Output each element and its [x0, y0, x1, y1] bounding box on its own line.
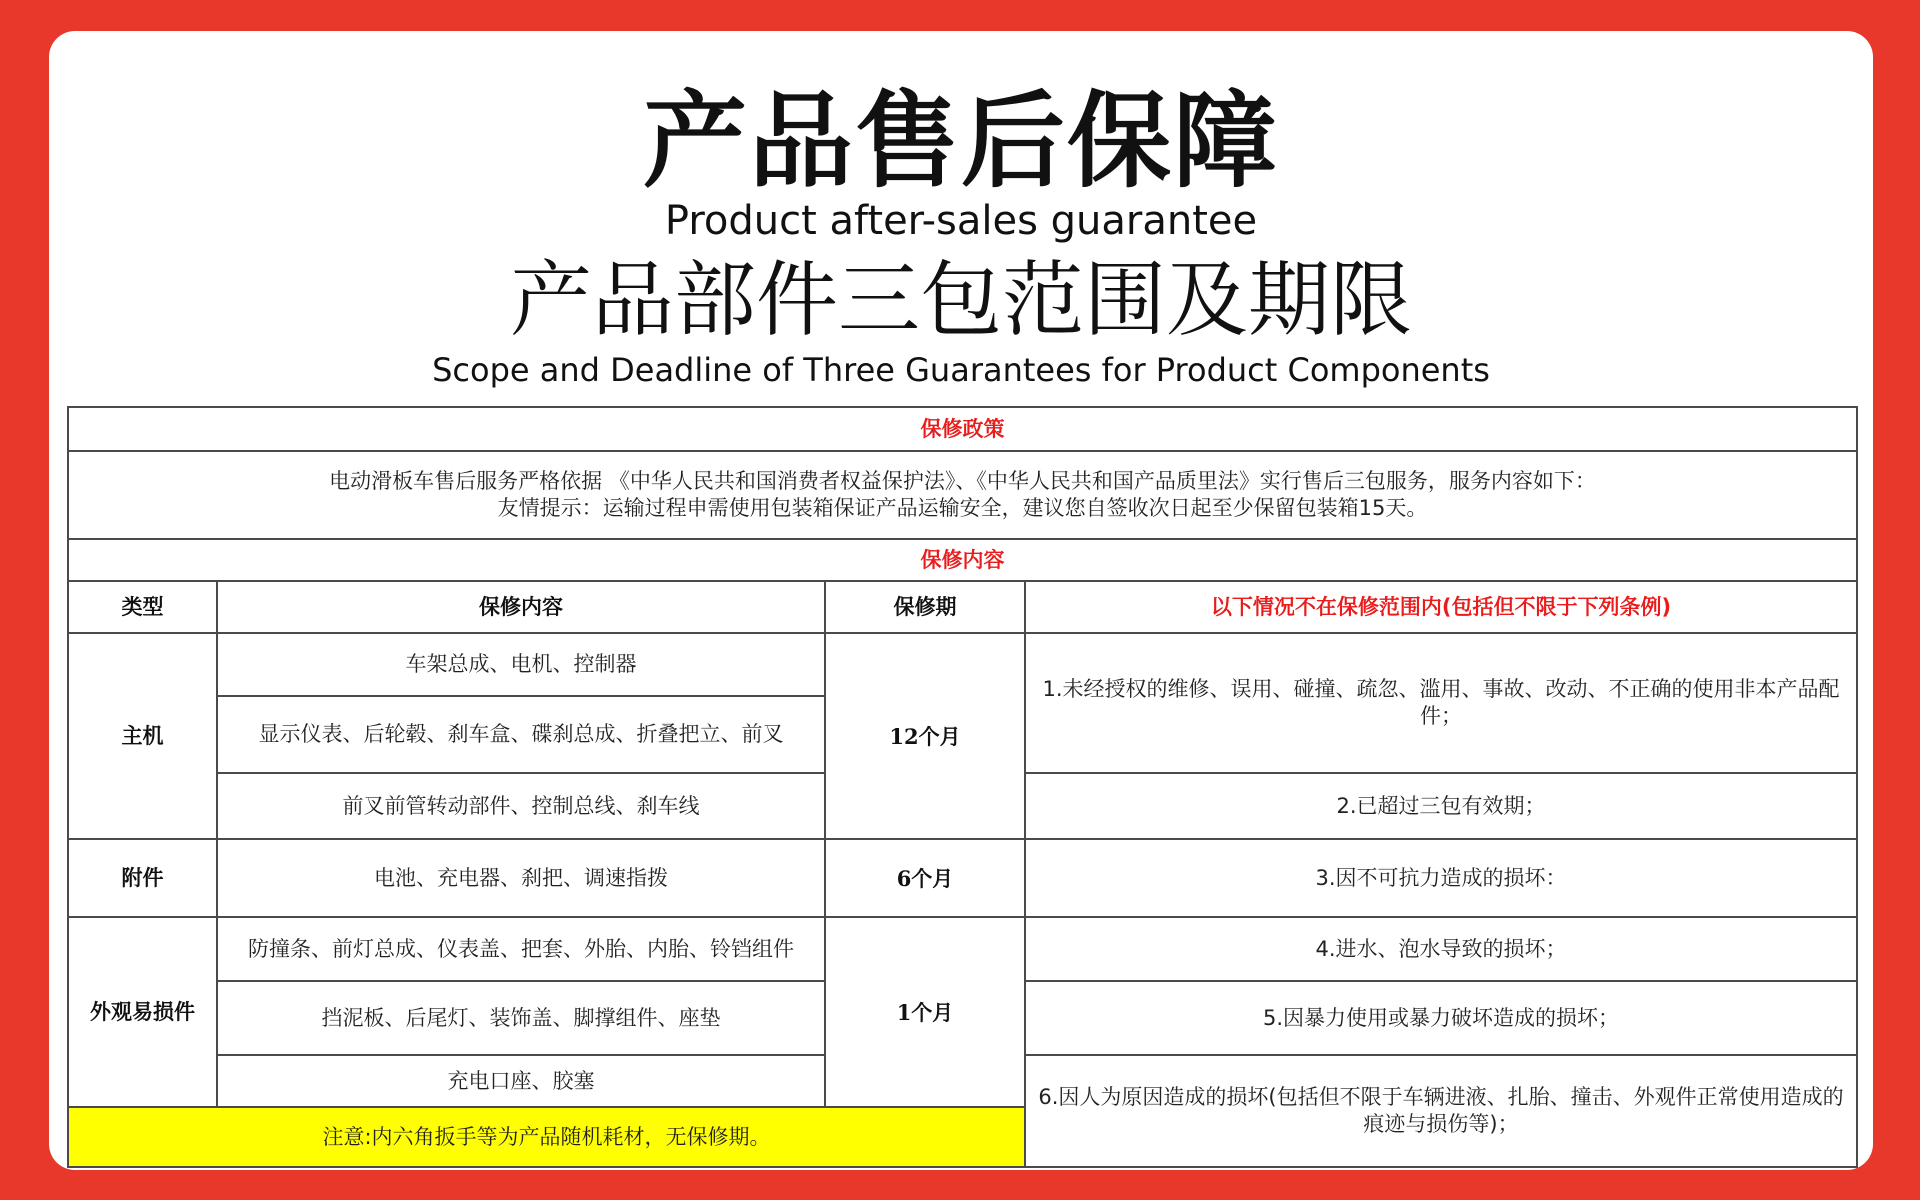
content-cell: 挡泥板、后尾灯、装饰盖、脚撑组件、座垫	[217, 981, 825, 1055]
section-title-english: Scope and Deadline of Three Guarantees for Product Components	[432, 351, 1490, 389]
content-cell: 前叉前管转动部件、控制总线、刹车线	[217, 773, 825, 839]
type-cell: 外观易损件	[68, 917, 217, 1107]
content-cell: 充电口座、胶塞	[217, 1055, 825, 1107]
exclusion-cell: 3.因不可抗力造成的损坏：	[1025, 839, 1857, 917]
type-cell: 主机	[68, 633, 217, 839]
page-title: 产品售后保障	[642, 80, 1279, 202]
type-cell: 附件	[68, 839, 217, 917]
content-heading-row	[68, 539, 1857, 581]
content-heading: 保修内容	[68, 539, 1857, 581]
exclusion-cell: 5.因暴力使用或暴力破坏造成的损坏；	[1025, 981, 1857, 1055]
content-cell: 显示仪表、后轮毂、刹车盒、碟刹总成、折叠把立、前叉	[217, 696, 825, 773]
content-cell: 车架总成、电机、控制器	[217, 633, 825, 696]
page-title-english: Product after-sales guarantee	[664, 198, 1258, 244]
exclusion-cell: 6.因人为原因造成的损坏(包括但不限于车辆进液、扎胎、撞击、外观件正常使用造成的痕迹与损伤等)；	[1025, 1055, 1857, 1167]
warranty-table	[67, 406, 1858, 1168]
period-cell: 12个月	[825, 633, 1025, 839]
column-header-period: 保修期	[825, 581, 1025, 633]
column-header-type: 类型	[68, 581, 217, 633]
policy-heading-row	[68, 407, 1857, 451]
policy-line-2: 友情提示：运输过程申需使用包装箱保证产品运输安全，建议您自签收次日起至少保留包装箱15天。	[497, 496, 1428, 520]
policy-line-1: 电动滑板车售后服务严格依据 《中华人民共和国消费者权益保护法》、《中华人民共和国产品质里法》实行售后三包服务，服务内容如下：	[329, 469, 1596, 493]
period-cell: 6个月	[825, 839, 1025, 917]
content-cell: 防撞条、前灯总成、仪表盖、把套、外胎、内胎、铃铛组件	[217, 917, 825, 981]
note-cell: 注意:内六角扳手等为产品随机耗材，无保修期。	[68, 1107, 1025, 1167]
exclusion-cell: 1.未经授权的维修、误用、碰撞、疏忽、滥用、事故、改动、不正确的使用非本产品配件；	[1025, 633, 1857, 773]
policy-text-row	[68, 451, 1857, 539]
column-header-exclusions: 以下情况不在保修范围内(包括但不限于下列条例)	[1025, 581, 1857, 633]
table-row	[68, 917, 1857, 981]
section-title: 产品部件三包范围及期限	[509, 253, 1412, 348]
period-cell: 1个月	[825, 917, 1025, 1107]
exclusion-cell: 4.进水、泡水导致的损坏；	[1025, 917, 1857, 981]
content-cell: 电池、充电器、刹把、调速指拨	[217, 839, 825, 917]
table-row	[68, 839, 1857, 917]
table-row	[68, 633, 1857, 696]
policy-heading: 保修政策	[68, 407, 1857, 451]
column-header-row	[68, 581, 1857, 633]
exclusion-cell: 2.已超过三包有效期；	[1025, 773, 1857, 839]
policy-text	[68, 451, 1857, 539]
column-header-content: 保修内容	[217, 581, 825, 633]
